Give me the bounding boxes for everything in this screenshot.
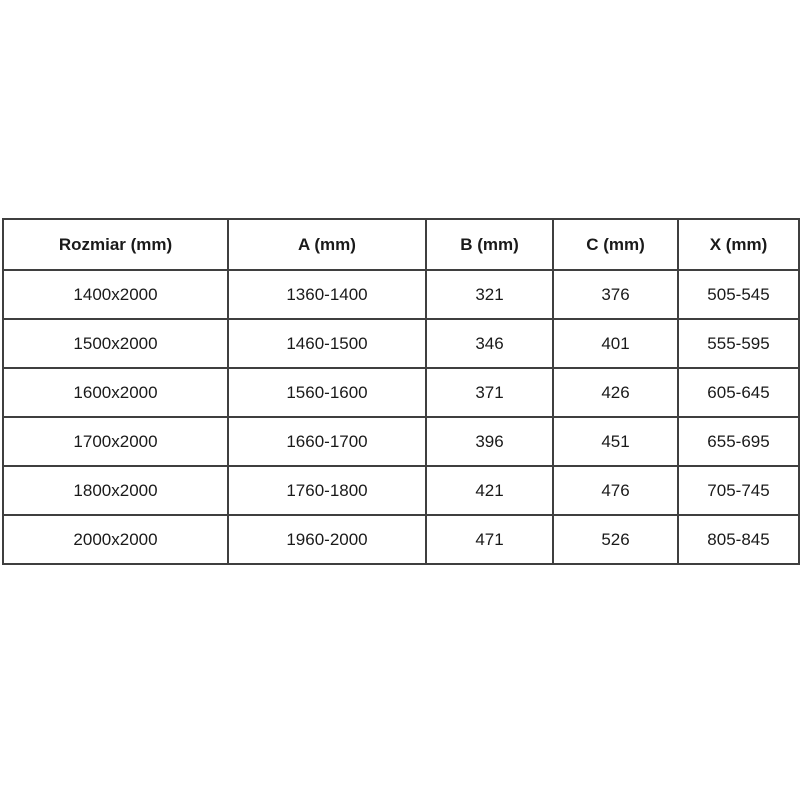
cell-a: 1760-1800 [228, 466, 426, 515]
cell-b: 321 [426, 270, 553, 319]
cell-c: 401 [553, 319, 678, 368]
cell-rozmiar: 2000x2000 [3, 515, 228, 564]
table-header [3, 219, 799, 270]
table-row [3, 270, 799, 319]
cell-c: 376 [553, 270, 678, 319]
cell-b: 471 [426, 515, 553, 564]
table-row [3, 417, 799, 466]
cell-rozmiar: 1400x2000 [3, 270, 228, 319]
cell-a: 1660-1700 [228, 417, 426, 466]
cell-b: 346 [426, 319, 553, 368]
column-header-c: C (mm) [553, 219, 678, 270]
cell-b: 421 [426, 466, 553, 515]
table-row [3, 466, 799, 515]
table-row [3, 319, 799, 368]
cell-a: 1360-1400 [228, 270, 426, 319]
cell-b: 371 [426, 368, 553, 417]
cell-a: 1460-1500 [228, 319, 426, 368]
cell-x: 655-695 [678, 417, 799, 466]
table-row [3, 515, 799, 564]
cell-rozmiar: 1700x2000 [3, 417, 228, 466]
cell-a: 1560-1600 [228, 368, 426, 417]
cell-rozmiar: 1500x2000 [3, 319, 228, 368]
cell-rozmiar: 1800x2000 [3, 466, 228, 515]
cell-x: 805-845 [678, 515, 799, 564]
cell-rozmiar: 1600x2000 [3, 368, 228, 417]
size-dimensions-table [2, 218, 800, 565]
cell-c: 426 [553, 368, 678, 417]
cell-x: 705-745 [678, 466, 799, 515]
column-header-b: B (mm) [426, 219, 553, 270]
column-header-rozmiar: Rozmiar (mm) [3, 219, 228, 270]
table-body [3, 270, 799, 564]
cell-c: 476 [553, 466, 678, 515]
cell-b: 396 [426, 417, 553, 466]
table-row [3, 368, 799, 417]
cell-c: 451 [553, 417, 678, 466]
table-header-row [3, 219, 799, 270]
cell-x: 555-595 [678, 319, 799, 368]
cell-x: 505-545 [678, 270, 799, 319]
cell-c: 526 [553, 515, 678, 564]
cell-x: 605-645 [678, 368, 799, 417]
column-header-a: A (mm) [228, 219, 426, 270]
cell-a: 1960-2000 [228, 515, 426, 564]
column-header-x: X (mm) [678, 219, 799, 270]
